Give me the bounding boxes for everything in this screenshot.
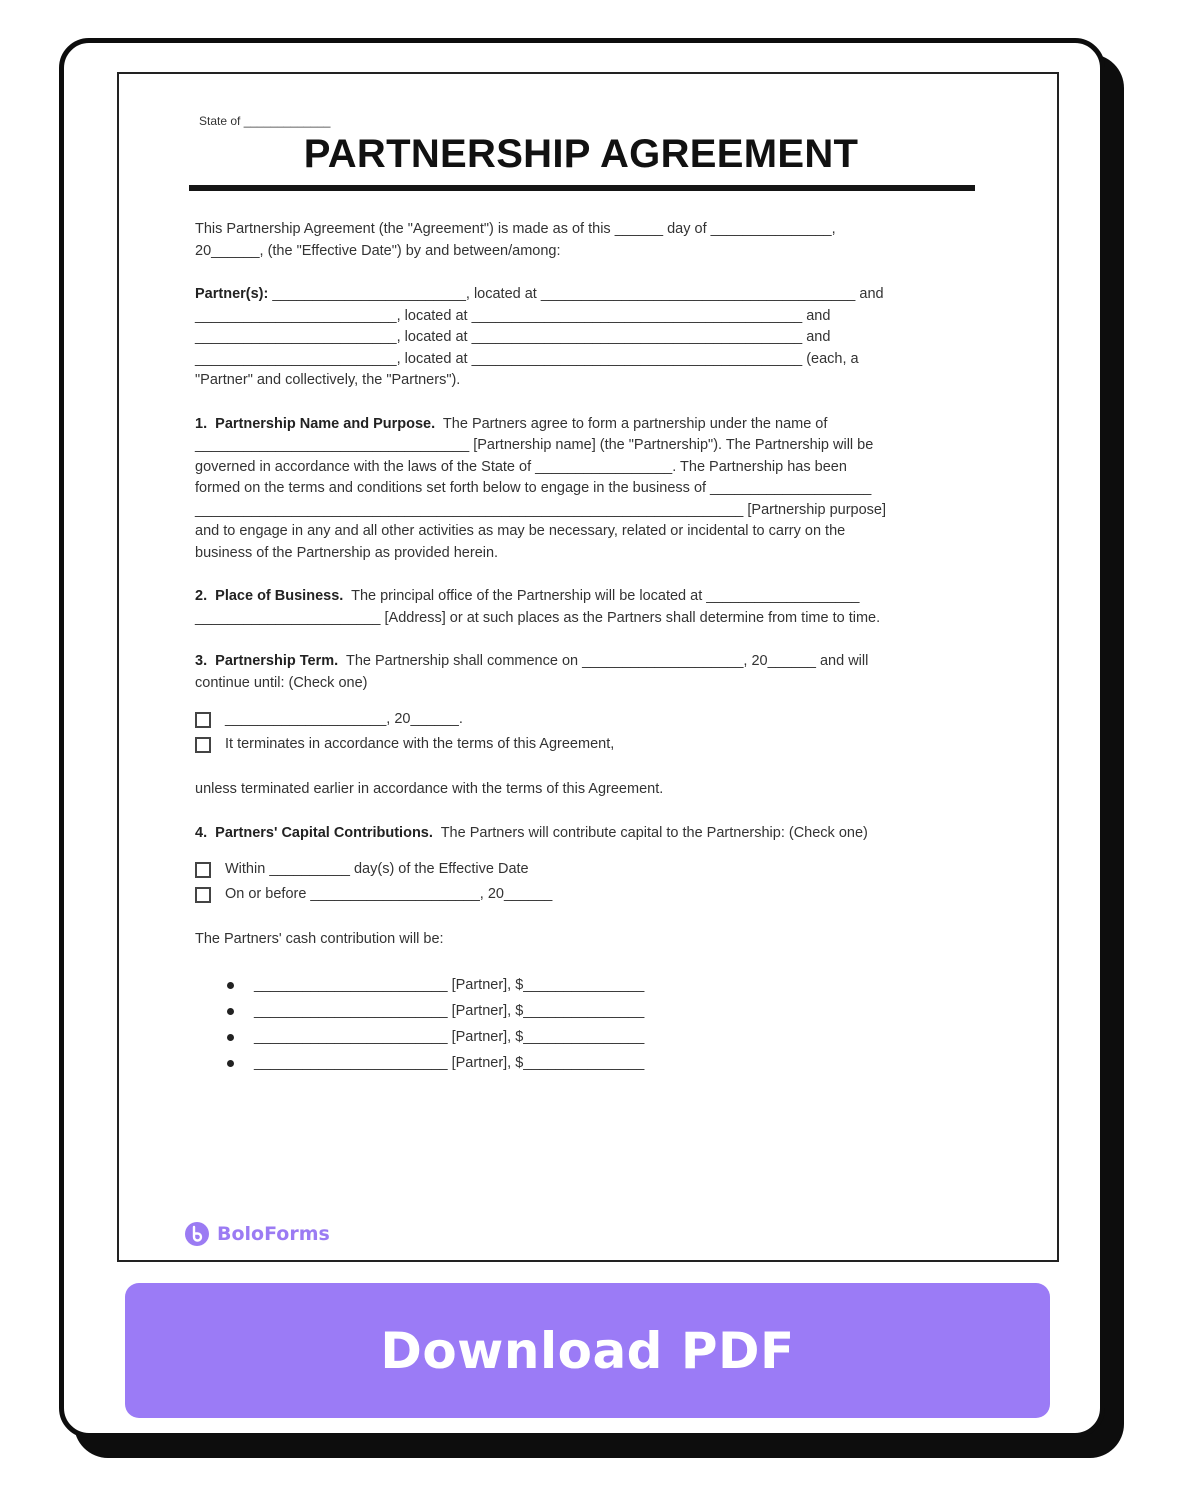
option-label: ____________________, 20______. — [225, 710, 463, 727]
cash-item-text: ________________________ [Partner], $_______________ — [254, 1054, 645, 1071]
cash-item-text: ________________________ [Partner], $_______________ — [254, 1002, 645, 1019]
option-label: It terminates in accordance with the terms of this Agreement, — [225, 735, 615, 752]
contribution-option-within — [195, 857, 967, 882]
section-2 — [195, 586, 967, 629]
option-label: On or before _____________________, 20______ — [225, 885, 553, 902]
term-option-date — [195, 707, 967, 732]
section-2-heading: 2. Place of Business. — [195, 588, 344, 604]
partners-text: ________________________, located at _______________________________________ and _________________________, located at _________________________________________ and _________________________, located at _________________________________________ and _________________________, located at _________________________________________ (each, a "Partner" and collectively, the "Partners"). — [195, 286, 884, 388]
bullet-icon — [227, 1008, 234, 1015]
cash-contribution-list — [227, 973, 967, 1077]
bullet-icon — [227, 982, 234, 989]
section-3 — [195, 651, 967, 694]
list-item — [227, 999, 967, 1025]
contribution-option-on-or-before — [195, 882, 967, 907]
checkbox — [195, 712, 211, 728]
cash-item-text: ________________________ [Partner], $_______________ — [254, 976, 645, 993]
document-page — [195, 114, 967, 1077]
document-body — [195, 219, 967, 1077]
list-item — [227, 1051, 967, 1077]
bullet-icon — [227, 1060, 234, 1067]
download-pdf-button[interactable] — [125, 1283, 1050, 1418]
state-of-field: State of _____________ — [199, 114, 331, 128]
section-3-heading: 3. Partnership Term. — [195, 653, 339, 669]
checkbox — [195, 887, 211, 903]
document-title: PARTNERSHIP AGREEMENT — [303, 132, 859, 176]
list-item — [227, 973, 967, 999]
section-3-after: unless terminated earlier in accordance with the terms of this Agreement. — [195, 781, 664, 797]
option-label: Within __________ day(s) of the Effective Date — [225, 860, 529, 877]
term-option-terminates — [195, 732, 967, 757]
boloforms-logo-icon — [185, 1222, 209, 1246]
section-1-text: The Partners agree to form a partnership under the name of __________________________________ [Partnership name] (the "Partnership"). The Partnership will be governed in accordance with the laws of the State of _________________. The Partnership has been formed on the terms and conditions set forth below to engage in the business of ____________________ ____________________________________________________________________ [Partnership purpose] and to engage in any and all other activities as may be necessary, related or incidental to carry on the business of the Partnership as provided herein. — [195, 415, 887, 561]
section-4-text: The Partners will contribute capital to the Partnership: (Check one) — [432, 824, 868, 841]
partners-label: Partner(s): — [195, 286, 269, 302]
cash-item-text: ________________________ [Partner], $_______________ — [254, 1028, 645, 1045]
boloforms-logo — [185, 1222, 330, 1246]
section-3-text: The Partnership shall commence on ____________________, 20______ and will continue until: (Check one) — [195, 653, 869, 691]
brand-name: BoloForms — [217, 1223, 330, 1245]
intro-paragraph: This Partnership Agreement (the "Agreement") is made as of this ______ day of _______________, 20______, (the "Effective Date") by and between/among: — [195, 221, 836, 259]
download-pdf-label: Download PDF — [380, 1321, 795, 1380]
section-2-text: The principal office of the Partnership will be located at ___________________ _______________________ [Address] or at such places as the Partners shall determine from time to time. — [195, 588, 881, 626]
cash-contribution-intro: The Partners' cash contribution will be: — [195, 931, 444, 947]
document-preview — [117, 72, 1059, 1262]
section-4-heading: 4. Partners' Capital Contributions. — [195, 824, 433, 841]
checkbox — [195, 737, 211, 753]
partners-paragraph — [195, 284, 967, 392]
bullet-icon — [227, 1034, 234, 1041]
list-item — [227, 1025, 967, 1051]
title-rule — [189, 185, 975, 191]
section-1-heading: 1. Partnership Name and Purpose. — [195, 415, 436, 432]
section-1 — [195, 414, 967, 565]
section-4 — [195, 823, 967, 845]
checkbox — [195, 862, 211, 878]
